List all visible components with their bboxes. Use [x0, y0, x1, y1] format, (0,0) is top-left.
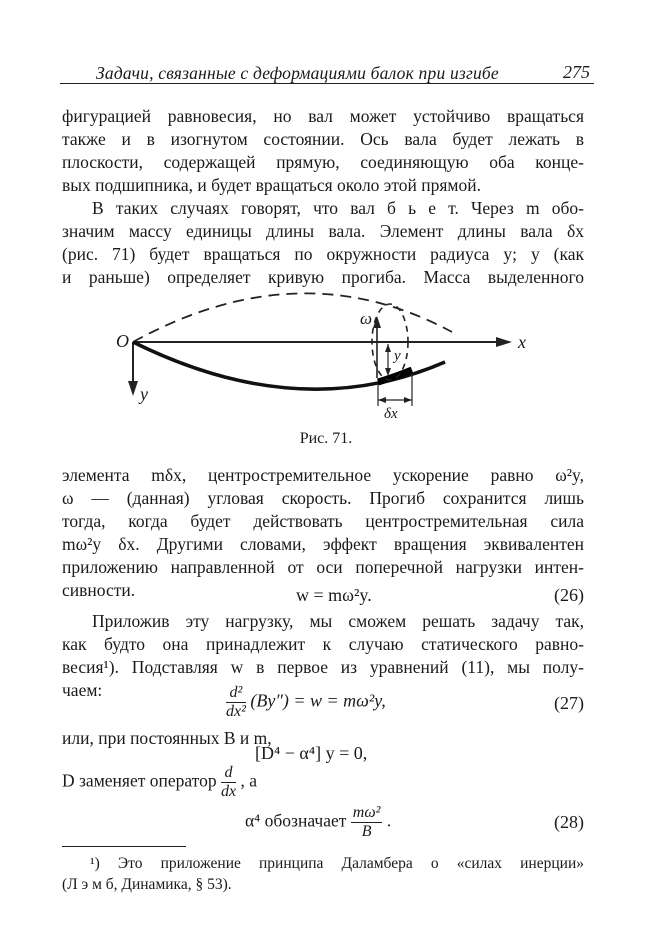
equation-28-text: α⁴ обозначает — [245, 810, 347, 831]
fraction-denominator: B — [361, 823, 372, 840]
label-y-small: y — [394, 348, 401, 364]
text-line: также и в изогнутом состоянии. Ось вала будет лежать в — [62, 129, 584, 149]
page-number: 275 — [563, 62, 590, 82]
footnote-line: ¹) Это приложение принципа Даламбера о «силах инерции» — [90, 855, 584, 872]
text-line: весия¹). Подставляя w в первое из уравнений (11), мы полу- — [62, 657, 584, 677]
footnote-line: (Л э м б, Динамика, § 53). — [62, 876, 232, 893]
operator-text: D заменяет оператор — [62, 770, 217, 791]
equation-d4: [D⁴ − α⁴] y = 0, — [255, 743, 368, 763]
label-y: y — [140, 384, 148, 404]
dx-arrowhead-right — [404, 397, 412, 403]
text-line: значим массу единицы длины вала. Элемент длины вала δx — [62, 221, 584, 241]
equation-26-number: (26) — [554, 585, 584, 605]
x-axis-arrowhead — [496, 337, 512, 347]
figure-caption: Рис. 71. — [299, 430, 353, 447]
text-line: приложению направленной от оси поперечной нагрузки интен- — [62, 557, 584, 577]
equation-28 — [245, 804, 391, 841]
label-origin: O — [116, 331, 129, 351]
equation-28-number: (28) — [554, 812, 584, 832]
footnote-rule — [62, 846, 186, 847]
y-axis-arrowhead — [128, 381, 138, 396]
equation-27-number: (27) — [554, 693, 584, 713]
deflection-arrowhead-up — [385, 344, 391, 352]
text-line: плоскости, содержащей прямую, соединяющую оба конце- — [62, 152, 584, 172]
text-line: В таких случаях говорят, что вал б ь е т. Через m обо- — [92, 198, 584, 218]
fraction-denominator: dx — [220, 783, 237, 800]
fraction-numerator: d — [221, 764, 236, 783]
label-x: x — [518, 332, 526, 352]
text-line: как будто она принадлежит к случаю статического равно- — [62, 634, 584, 654]
equation-27-rest: (By″) = w = mω²y, — [250, 690, 386, 711]
operator-line — [62, 764, 257, 801]
text-line: вых подшипника, и будет вращаться около этой прямой. — [62, 175, 481, 195]
fraction-numerator: d² — [226, 684, 246, 703]
text-line: (рис. 71) будет вращаться по окружности радиуса y; y (как — [62, 244, 584, 264]
operator-text-after: , а — [240, 770, 257, 791]
dx-arrowhead-left — [378, 397, 386, 403]
text-line: и раньше) определяет кривую прогиба. Масса выделенного — [62, 267, 584, 287]
equation-27 — [226, 684, 386, 721]
equation-26: w = mω²y. — [296, 585, 372, 605]
equation-28-after: . — [386, 810, 392, 831]
text-line: элемента mδx, центростремительное ускорение равно ω²y, — [62, 465, 584, 485]
equation-28-fraction — [351, 804, 383, 841]
label-omega: ω — [360, 309, 373, 328]
fraction-numerator: mω² — [352, 804, 381, 821]
text-line: ω — (данная) угловая скорость. Прогиб сохранится лишь — [62, 488, 584, 508]
text-line: mω²y δx. Другими словами, эффект вращения эквивалентен — [62, 534, 584, 554]
text-line: тогда, когда будет действовать центростремительная сила — [62, 511, 584, 531]
text-line: фигурацией равновесия, но вал может устойчиво вращаться — [62, 106, 584, 126]
text-line: сивности. — [62, 580, 136, 600]
fraction-denominator: dx² — [226, 703, 246, 720]
label-dx: δx — [384, 406, 398, 422]
text-line: или, при постоянных B и m, — [62, 728, 272, 748]
header-title: Задачи, связанные с деформациями балок при изгибе — [96, 63, 499, 83]
derivative-fraction — [226, 684, 246, 721]
operator-fraction — [221, 764, 236, 801]
text-line: Приложив эту нагрузку, мы сможем решать задачу так, — [92, 611, 584, 631]
text-line: чаем: — [62, 680, 103, 700]
